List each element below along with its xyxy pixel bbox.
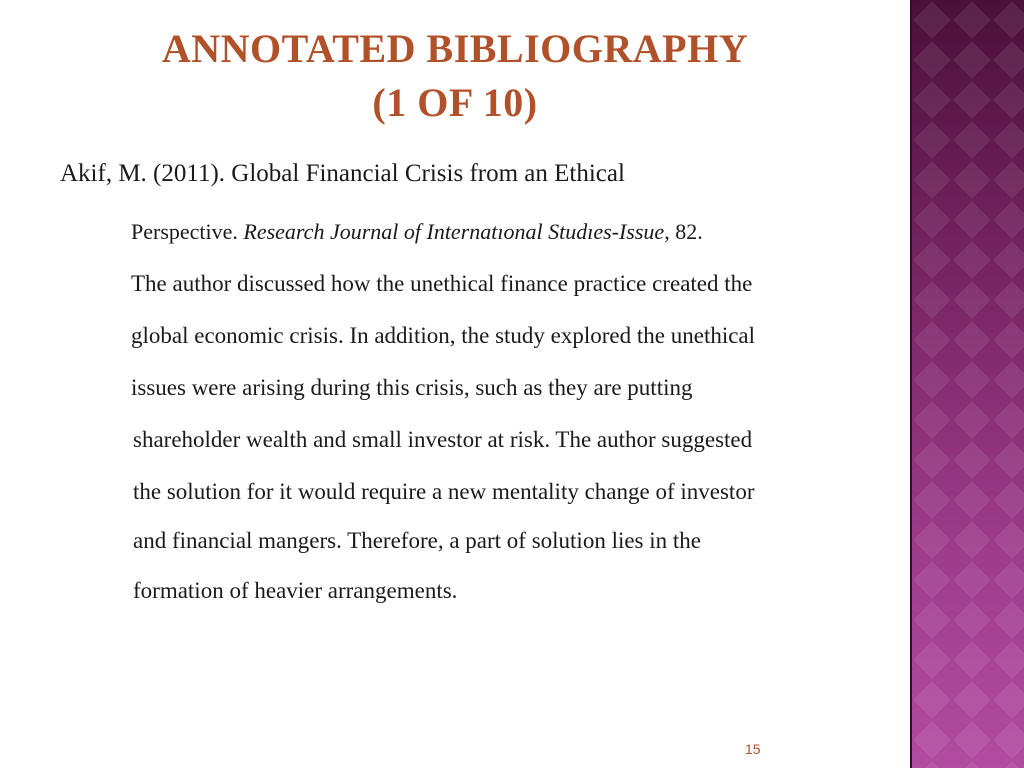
title-line-1: ANNOTATED BIBLIOGRAPHY	[161, 26, 749, 71]
citation-line-2	[131, 218, 703, 246]
annotation-line: the solution for it would require a new mentality change of investor	[133, 479, 755, 504]
annotation-line: and financial mangers. Therefore, a part of solution lies in the	[133, 528, 701, 553]
slide-title	[40, 22, 870, 130]
annotation-line: issues were arising during this crisis, such as they are putting	[131, 375, 693, 400]
issue-number: , 82.	[664, 219, 703, 244]
citation-line-1: Akif, M. (2011). Global Financial Crisis from an Ethical	[60, 160, 625, 187]
annotation-line: shareholder wealth and small investor at risk. The author suggested	[133, 427, 753, 452]
annotation-line: The author discussed how the unethical finance practice created the	[131, 271, 753, 296]
diamond-pattern	[912, 0, 1024, 768]
annotation-line: formation of heavier arrangements.	[133, 578, 458, 603]
annotation-line: global economic crisis. In addition, the study explored the unethical	[131, 323, 756, 348]
journal-name: Research Journal of Internatıonal Studıes-Issue	[243, 219, 665, 244]
citation-perspective: Perspective.	[131, 219, 244, 244]
title-line-2: (1 OF 10)	[372, 80, 538, 125]
page-number: 15	[745, 741, 761, 757]
decorative-side-panel	[910, 0, 1024, 768]
